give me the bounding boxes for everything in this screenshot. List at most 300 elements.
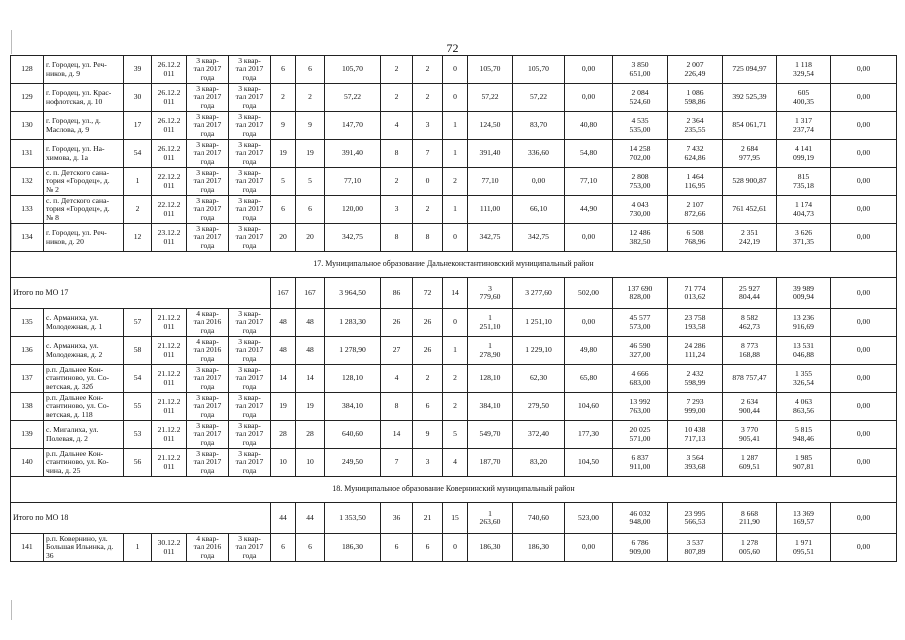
table-cell: 83,20 [513, 449, 565, 477]
table-cell: 2 [443, 365, 468, 393]
table-cell: 2 [443, 393, 468, 421]
total-cell: 72 [413, 278, 443, 309]
table-cell: 8 773 168,88 [723, 337, 777, 365]
table-cell: 4 063 863,56 [777, 393, 831, 421]
table-cell: 878 757,47 [723, 365, 777, 393]
table-cell: 21.12.2 011 [152, 337, 187, 365]
table-cell: 605 400,35 [777, 84, 831, 112]
table-cell: 30 [124, 84, 152, 112]
table-cell: 1 [124, 168, 152, 196]
page-number: 72 [446, 41, 459, 55]
table-cell: 6 [381, 534, 413, 562]
table-cell: 342,75 [468, 224, 513, 252]
table-cell: 0 [413, 168, 443, 196]
total-cell: 44 [271, 503, 296, 534]
table-cell: 3 [381, 196, 413, 224]
table-cell: 23 758 193,58 [668, 309, 723, 337]
table-cell: 3 квар- тал 2017 года [229, 393, 271, 421]
total-cell: 502,00 [565, 278, 613, 309]
total-cell: 3 779,60 [468, 278, 513, 309]
table-cell: 2 [413, 56, 443, 84]
table-cell: 105,70 [513, 56, 565, 84]
table-cell: 65,80 [565, 365, 613, 393]
table-cell: 53 [124, 421, 152, 449]
section-title: 17. Муниципальное образование Дальнеконстантиновский муниципальный район [11, 252, 897, 278]
table-cell: 13 992 763,00 [613, 393, 668, 421]
table-cell: 0 [443, 56, 468, 84]
table-cell: 10 [271, 449, 296, 477]
table-cell: 0,00 [831, 309, 897, 337]
table-cell: 2 [381, 168, 413, 196]
table-cell: 57 [124, 309, 152, 337]
table-cell: 725 094,97 [723, 56, 777, 84]
table-cell: 54 [124, 365, 152, 393]
table-cell: 48 [296, 309, 325, 337]
table-cell: 7 432 624,86 [668, 140, 723, 168]
table-cell: 3 квар- тал 2017 года [187, 393, 229, 421]
table-cell: 111,00 [468, 196, 513, 224]
total-cell: 3 964,50 [325, 278, 381, 309]
table-cell: 3 квар- тал 2017 года [229, 365, 271, 393]
table-cell: 4 [381, 112, 413, 140]
total-row [11, 503, 897, 534]
total-cell: 15 [443, 503, 468, 534]
table-cell: 2 808 753,00 [613, 168, 668, 196]
table-cell: 3 626 371,35 [777, 224, 831, 252]
table-cell: 2 684 977,95 [723, 140, 777, 168]
address-cell: р.п. Дальнее Кон- стантиново, ул. Со- ветская, д. 32б [44, 365, 124, 393]
table-cell: 5 815 948,46 [777, 421, 831, 449]
table-cell: 10 438 717,13 [668, 421, 723, 449]
table-row [11, 337, 897, 365]
table-cell: 2 432 598,99 [668, 365, 723, 393]
table-cell: 54 [124, 140, 152, 168]
table-cell: 1 985 907,81 [777, 449, 831, 477]
table-cell: 3 квар- тал 2017 года [229, 84, 271, 112]
table-cell: 0,00 [831, 56, 897, 84]
table-cell: 0,00 [831, 534, 897, 562]
section-title: 18. Муниципальное образование Ковернинский муниципальный район [11, 477, 897, 503]
table-cell: 3 квар- тал 2017 года [229, 140, 271, 168]
table-row [11, 393, 897, 421]
table-cell: 1 287 609,51 [723, 449, 777, 477]
table-cell: 21.12.2 011 [152, 365, 187, 393]
table-body [11, 56, 897, 562]
table-cell: 4 141 099,19 [777, 140, 831, 168]
address-cell: с. Мигалиха, ул. Полевая, д. 2 [44, 421, 124, 449]
table-cell: 0,00 [831, 112, 897, 140]
table-cell: 342,75 [325, 224, 381, 252]
row-number: 135 [11, 309, 44, 337]
table-cell: 120,00 [325, 196, 381, 224]
table-cell: 0 [443, 84, 468, 112]
table-cell: 62,30 [513, 365, 565, 393]
table-cell: 6 508 768,96 [668, 224, 723, 252]
table-cell: 6 [271, 56, 296, 84]
row-number: 140 [11, 449, 44, 477]
table-cell: 0 [443, 224, 468, 252]
housing-table-wrap [10, 55, 896, 562]
table-cell: 4 535 535,00 [613, 112, 668, 140]
table-cell: 3 850 651,00 [613, 56, 668, 84]
table-row [11, 84, 897, 112]
table-cell: 55 [124, 393, 152, 421]
table-cell: 77,10 [325, 168, 381, 196]
table-cell: 2 [413, 365, 443, 393]
table-cell: 1 355 326,54 [777, 365, 831, 393]
total-cell: 523,00 [565, 503, 613, 534]
row-number: 130 [11, 112, 44, 140]
table-cell: 3 квар- тал 2017 года [187, 168, 229, 196]
table-row [11, 534, 897, 562]
table-cell: 3 квар- тал 2017 года [187, 196, 229, 224]
total-label: Итого по МО 18 [11, 503, 271, 534]
table-cell: 4 квар- тал 2016 года [187, 534, 229, 562]
table-cell: 2 351 242,19 [723, 224, 777, 252]
table-cell: 26 [413, 309, 443, 337]
table-cell: 57,22 [513, 84, 565, 112]
table-cell: 9 [296, 112, 325, 140]
table-cell: 0,00 [831, 168, 897, 196]
table-cell: 19 [296, 140, 325, 168]
table-cell: 1 278 005,60 [723, 534, 777, 562]
table-cell: 22.12.2 011 [152, 168, 187, 196]
table-cell: 105,70 [325, 56, 381, 84]
table-cell: 3 квар- тал 2017 года [187, 112, 229, 140]
left-edge-mark [11, 30, 12, 54]
table-cell: 549,70 [468, 421, 513, 449]
table-cell: 3 квар- тал 2017 года [229, 309, 271, 337]
total-cell: 137 690 828,00 [613, 278, 668, 309]
total-row [11, 278, 897, 309]
table-cell: 1 086 598,86 [668, 84, 723, 112]
total-cell: 44 [296, 503, 325, 534]
table-cell: 3 квар- тал 2017 года [229, 337, 271, 365]
table-cell: 26.12.2 011 [152, 84, 187, 112]
table-cell: 186,30 [468, 534, 513, 562]
table-cell: 10 [296, 449, 325, 477]
table-cell: 392 525,39 [723, 84, 777, 112]
address-cell: г. Городец, ул. Крас- нофлотская, д. 10 [44, 84, 124, 112]
table-cell: 8 [381, 393, 413, 421]
table-cell: 48 [271, 309, 296, 337]
table-row [11, 196, 897, 224]
total-cell: 36 [381, 503, 413, 534]
row-number: 128 [11, 56, 44, 84]
table-cell: 3 [413, 449, 443, 477]
table-cell: 6 [271, 196, 296, 224]
table-cell: 21.12.2 011 [152, 393, 187, 421]
table-cell: 21.12.2 011 [152, 421, 187, 449]
table-cell: 5 [296, 168, 325, 196]
table-cell: 26.12.2 011 [152, 112, 187, 140]
total-cell: 25 927 804,44 [723, 278, 777, 309]
table-cell: 3 564 393,68 [668, 449, 723, 477]
table-cell: 1 [443, 337, 468, 365]
table-cell: 3 квар- тал 2017 года [187, 365, 229, 393]
address-cell: р.п. Дальнее Кон- стантиново, ул. Со- ветская, д. 118 [44, 393, 124, 421]
table-cell: 49,80 [565, 337, 613, 365]
table-cell: 58 [124, 337, 152, 365]
table-cell: 6 [296, 196, 325, 224]
table-cell: 9 [413, 421, 443, 449]
table-cell: 1 251,10 [468, 309, 513, 337]
table-cell: 4 [381, 365, 413, 393]
row-number: 138 [11, 393, 44, 421]
table-cell: 6 [413, 393, 443, 421]
total-cell: 1 353,50 [325, 503, 381, 534]
table-cell: 12 [124, 224, 152, 252]
table-cell: 26.12.2 011 [152, 140, 187, 168]
table-cell: 20 [271, 224, 296, 252]
table-cell: 2 107 872,66 [668, 196, 723, 224]
table-cell: 0 [443, 534, 468, 562]
total-cell: 1 263,60 [468, 503, 513, 534]
total-cell: 8 668 211,90 [723, 503, 777, 534]
total-cell: 39 989 009,94 [777, 278, 831, 309]
total-cell: 71 774 013,62 [668, 278, 723, 309]
table-cell: 0,00 [513, 168, 565, 196]
table-row [11, 112, 897, 140]
table-cell: 6 [413, 534, 443, 562]
table-cell: 20 [296, 224, 325, 252]
row-number: 131 [11, 140, 44, 168]
section-header-row [11, 252, 897, 278]
address-cell: р.п. Дальнее Кон- стантиново, ул. Ко- чина, д. 25 [44, 449, 124, 477]
table-cell: 2 364 235,55 [668, 112, 723, 140]
table-row [11, 365, 897, 393]
total-cell: 46 032 948,00 [613, 503, 668, 534]
table-cell: 187,70 [468, 449, 513, 477]
table-cell: 1 [124, 534, 152, 562]
table-cell: 1 278,90 [468, 337, 513, 365]
table-cell: 2 [124, 196, 152, 224]
row-number: 141 [11, 534, 44, 562]
table-row [11, 224, 897, 252]
table-cell: 57,22 [325, 84, 381, 112]
table-cell: 26 [413, 337, 443, 365]
housing-table [10, 55, 897, 562]
table-cell: 54,80 [565, 140, 613, 168]
table-cell: 2 [413, 84, 443, 112]
total-cell: 167 [271, 278, 296, 309]
table-cell: 3 квар- тал 2017 года [187, 224, 229, 252]
table-cell: 7 293 999,00 [668, 393, 723, 421]
table-cell: 0,00 [831, 224, 897, 252]
table-cell: 391,40 [325, 140, 381, 168]
table-cell: 761 452,61 [723, 196, 777, 224]
table-cell: 17 [124, 112, 152, 140]
table-cell: 3 квар- тал 2017 года [187, 56, 229, 84]
table-cell: 3 квар- тал 2017 года [229, 534, 271, 562]
table-cell: 26.12.2 011 [152, 56, 187, 84]
table-cell: 104,50 [565, 449, 613, 477]
table-cell: 0,00 [831, 337, 897, 365]
table-cell: 26 [381, 309, 413, 337]
table-cell: 46 590 327,00 [613, 337, 668, 365]
table-cell: 1 [443, 140, 468, 168]
table-cell: 0,00 [831, 140, 897, 168]
table-cell: 28 [271, 421, 296, 449]
table-cell: 0,00 [831, 393, 897, 421]
table-cell: 124,50 [468, 112, 513, 140]
total-cell: 23 995 566,53 [668, 503, 723, 534]
table-cell: 528 900,87 [723, 168, 777, 196]
table-cell: 45 577 573,00 [613, 309, 668, 337]
total-cell: 167 [296, 278, 325, 309]
row-number: 137 [11, 365, 44, 393]
table-cell: 0,00 [831, 449, 897, 477]
table-cell: 5 [271, 168, 296, 196]
table-cell: 12 486 382,50 [613, 224, 668, 252]
table-cell: 3 квар- тал 2017 года [229, 196, 271, 224]
table-cell: 3 квар- тал 2017 года [187, 449, 229, 477]
total-cell: 740,60 [513, 503, 565, 534]
table-cell: 14 [271, 365, 296, 393]
table-cell: 21.12.2 011 [152, 309, 187, 337]
address-cell: с. Арманиха, ул. Молодежная, д. 2 [44, 337, 124, 365]
address-cell: г. Городец, ул. Реч- ников, д. 20 [44, 224, 124, 252]
table-cell: 19 [271, 140, 296, 168]
table-cell: 14 [296, 365, 325, 393]
table-row [11, 421, 897, 449]
table-cell: 336,60 [513, 140, 565, 168]
row-number: 133 [11, 196, 44, 224]
table-cell: 128,10 [468, 365, 513, 393]
table-cell: 4 [443, 449, 468, 477]
table-cell: 1 251,10 [513, 309, 565, 337]
table-cell: 186,30 [325, 534, 381, 562]
table-cell: 3 770 905,41 [723, 421, 777, 449]
table-cell: 3 квар- тал 2017 года [187, 84, 229, 112]
table-cell: 2 007 226,49 [668, 56, 723, 84]
address-cell: р.п. Ковернино, ул. Большая Ильинка, д. 36 [44, 534, 124, 562]
section-header-row [11, 477, 897, 503]
table-row [11, 168, 897, 196]
table-cell: 279,50 [513, 393, 565, 421]
row-number: 132 [11, 168, 44, 196]
table-cell: 7 [413, 140, 443, 168]
row-number: 134 [11, 224, 44, 252]
table-cell: 77,10 [565, 168, 613, 196]
table-cell: 39 [124, 56, 152, 84]
table-cell: 177,30 [565, 421, 613, 449]
table-cell: 27 [381, 337, 413, 365]
table-cell: 13 236 916,69 [777, 309, 831, 337]
table-cell: 6 [296, 534, 325, 562]
table-cell: 2 [271, 84, 296, 112]
table-cell: 0,00 [565, 534, 613, 562]
table-cell: 2 [413, 196, 443, 224]
table-cell: 77,10 [468, 168, 513, 196]
table-cell: 6 [296, 56, 325, 84]
table-cell: 44,90 [565, 196, 613, 224]
table-cell: 1 278,90 [325, 337, 381, 365]
row-number: 129 [11, 84, 44, 112]
table-cell: 22.12.2 011 [152, 196, 187, 224]
table-cell: 128,10 [325, 365, 381, 393]
table-row [11, 56, 897, 84]
table-cell: 3 537 807,89 [668, 534, 723, 562]
table-cell: 2 084 524,60 [613, 84, 668, 112]
table-cell: 384,10 [468, 393, 513, 421]
table-cell: 1 118 329,54 [777, 56, 831, 84]
total-cell: 0,00 [831, 278, 897, 309]
table-cell: 83,70 [513, 112, 565, 140]
table-cell: 3 квар- тал 2017 года [229, 112, 271, 140]
total-cell: 86 [381, 278, 413, 309]
total-cell: 0,00 [831, 503, 897, 534]
address-cell: г. Городец, ул., д. Маслова, д. 9 [44, 112, 124, 140]
table-cell: 2 [381, 56, 413, 84]
table-cell: 21.12.2 011 [152, 449, 187, 477]
table-cell: 147,70 [325, 112, 381, 140]
table-cell: 854 061,71 [723, 112, 777, 140]
table-cell: 249,50 [325, 449, 381, 477]
table-cell: 24 286 111,24 [668, 337, 723, 365]
table-cell: 8 [381, 224, 413, 252]
table-cell: 1 174 404,73 [777, 196, 831, 224]
table-cell: 384,10 [325, 393, 381, 421]
table-cell: 6 786 909,00 [613, 534, 668, 562]
table-cell: 40,80 [565, 112, 613, 140]
table-cell: 28 [296, 421, 325, 449]
total-cell: 21 [413, 503, 443, 534]
table-cell: 104,60 [565, 393, 613, 421]
table-cell: 48 [296, 337, 325, 365]
row-number: 136 [11, 337, 44, 365]
table-cell: 1 [443, 112, 468, 140]
table-cell: 0,00 [831, 196, 897, 224]
table-cell: 0,00 [831, 365, 897, 393]
table-cell: 3 [413, 112, 443, 140]
table-cell: 6 [271, 534, 296, 562]
table-cell: 815 735,18 [777, 168, 831, 196]
table-cell: 3 квар- тал 2017 года [187, 140, 229, 168]
address-cell: г. Городец, ул. На- химова, д. 1а [44, 140, 124, 168]
table-cell: 56 [124, 449, 152, 477]
table-cell: 0,00 [565, 309, 613, 337]
address-cell: с. Арманиха, ул. Молодежная, д. 1 [44, 309, 124, 337]
table-cell: 0,00 [565, 84, 613, 112]
table-cell: 372,40 [513, 421, 565, 449]
table-cell: 342,75 [513, 224, 565, 252]
table-cell: 3 квар- тал 2017 года [229, 56, 271, 84]
table-cell: 9 [271, 112, 296, 140]
address-cell: с. п. Детского сана- тория «Городец», д. № 2 [44, 168, 124, 196]
total-cell: 13 369 169,57 [777, 503, 831, 534]
table-cell: 23.12.2 011 [152, 224, 187, 252]
table-cell: 1 317 237,74 [777, 112, 831, 140]
table-cell: 186,30 [513, 534, 565, 562]
table-cell: 19 [271, 393, 296, 421]
table-cell: 0,00 [565, 224, 613, 252]
table-cell: 4 666 683,00 [613, 365, 668, 393]
table-cell: 8 [413, 224, 443, 252]
table-cell: 30.12.2 011 [152, 534, 187, 562]
table-cell: 1 229,10 [513, 337, 565, 365]
table-cell: 2 [443, 168, 468, 196]
table-row [11, 309, 897, 337]
table-cell: 1 283,30 [325, 309, 381, 337]
table-cell: 8 582 462,73 [723, 309, 777, 337]
table-cell: 20 025 571,00 [613, 421, 668, 449]
address-cell: с. п. Детского сана- тория «Городец», д. № 8 [44, 196, 124, 224]
table-cell: 0,00 [831, 84, 897, 112]
table-row [11, 140, 897, 168]
table-cell: 14 [381, 421, 413, 449]
row-number: 139 [11, 421, 44, 449]
